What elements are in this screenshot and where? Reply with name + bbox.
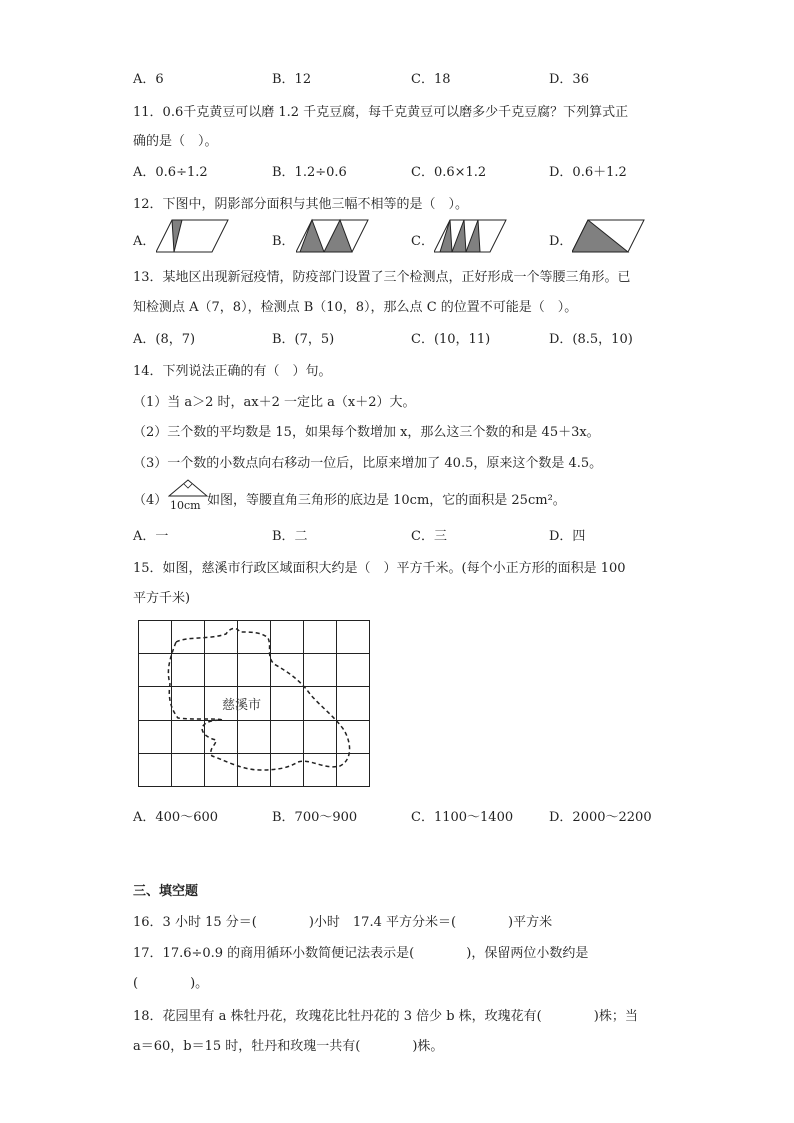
q11-option-c[interactable]: C．0.6×1.2 <box>411 165 487 180</box>
map-city-label: 慈溪市 <box>222 698 262 713</box>
q13-stem-line2: 知检测点 A（7，8），检测点 B（10，8），那么点 C 的位置不可能是（ ）。 <box>133 300 578 315</box>
q18-stem-line1: 18．花园里有 a 株牡丹花，玫瑰花比牡丹花的 3 倍少 b 株，玫瑰花有( )株；当 <box>133 1009 638 1024</box>
q17-stem-line2: ( )。 <box>133 976 209 991</box>
q13-option-c[interactable]: C．(10，11) <box>411 332 491 347</box>
q12-option-d-label[interactable]: D． <box>549 234 573 249</box>
q15-option-a[interactable]: A．400～600 <box>133 810 219 825</box>
q12-figure-c <box>434 218 508 254</box>
q16-stem: 16．3 小时 15 分＝( )小时 17.4 平方分米＝( )平方米 <box>133 915 553 930</box>
q15-option-b[interactable]: B．700～900 <box>272 810 358 825</box>
triangle-base-label: 10cm <box>170 499 201 512</box>
q10-option-d[interactable]: D．36 <box>549 72 589 87</box>
q14-option-d[interactable]: D．四 <box>549 529 586 544</box>
q11-stem-line2: 确的是（ ）。 <box>133 134 218 149</box>
q14-statement-3: （3）一个数的小数点向右移动一位后，比原来增加了 40.5，原来这个数是 4.5。 <box>133 456 603 471</box>
q11-option-b[interactable]: B．1.2÷0.6 <box>272 165 347 180</box>
q14-statement-2: （2）三个数的平均数是 15，如果每个数增加 x，那么这三个数的和是 45＋3x。 <box>133 425 600 440</box>
q12-figure-a <box>156 218 230 254</box>
q13-stem-line1: 13．某地区出现新冠疫情，防疫部门设置了三个检测点，正好形成一个等腰三角形。已 <box>133 270 631 285</box>
q12-option-c-label[interactable]: C． <box>411 234 434 249</box>
q11-option-d[interactable]: D．0.6＋1.2 <box>549 165 627 180</box>
q12-option-b-label[interactable]: B． <box>272 234 295 249</box>
q10-option-c[interactable]: C．18 <box>411 72 451 87</box>
q15-stem-line1: 15．如图，慈溪市行政区域面积大约是（ ）平方千米。(每个小正方形的面积是 100 <box>133 561 626 576</box>
q15-option-d[interactable]: D．2000～2200 <box>549 810 652 825</box>
isosceles-right-triangle-figure <box>168 478 208 498</box>
q12-figure-b <box>296 218 370 254</box>
q15-stem-line2: 平方千米) <box>133 591 191 606</box>
q14-option-a[interactable]: A．一 <box>133 529 169 544</box>
q14-statement-4-prefix: （4） <box>133 493 168 508</box>
q13-option-b[interactable]: B．(7，5) <box>272 332 335 347</box>
q14-option-c[interactable]: C．三 <box>411 529 447 544</box>
q14-option-b[interactable]: B．二 <box>272 529 308 544</box>
q15-option-c[interactable]: C．1100～1400 <box>411 810 514 825</box>
q14-statement-4-text: 如图，等腰直角三角形的底边是 10cm，它的面积是 25cm²。 <box>207 493 566 508</box>
q12-figure-d <box>572 218 646 254</box>
q14-statement-1: （1）当 a＞2 时，ax＋2 一定比 a（x＋2）大。 <box>133 395 416 410</box>
q13-option-d[interactable]: D．(8.5，10) <box>549 332 633 347</box>
q12-stem: 12．下图中，阴影部分面积与其他三幅不相等的是（ ）。 <box>133 197 469 212</box>
q11-stem-line1: 11．0.6千克黄豆可以磨 1.2 千克豆腐，每千克黄豆可以磨多少千克豆腐？下列算式正 <box>133 105 629 120</box>
q11-option-a[interactable]: A．0.6÷1.2 <box>133 165 208 180</box>
q10-option-b[interactable]: B．12 <box>272 72 312 87</box>
q13-option-a[interactable]: A．(8，7) <box>133 332 196 347</box>
q14-stem: 14．下列说法正确的有（ ）句。 <box>133 364 332 379</box>
q12-option-a-label[interactable]: A． <box>133 234 156 249</box>
q17-stem-line1: 17．17.6÷0.9 的商用循环小数简便记法表示是( )，保留两位小数约是 <box>133 946 589 961</box>
section-title: 三、填空题 <box>133 884 199 899</box>
q10-option-a[interactable]: A．6 <box>133 72 164 87</box>
q18-stem-line2: a＝60，b＝15 时，牡丹和玫瑰一共有( )株。 <box>133 1039 444 1054</box>
